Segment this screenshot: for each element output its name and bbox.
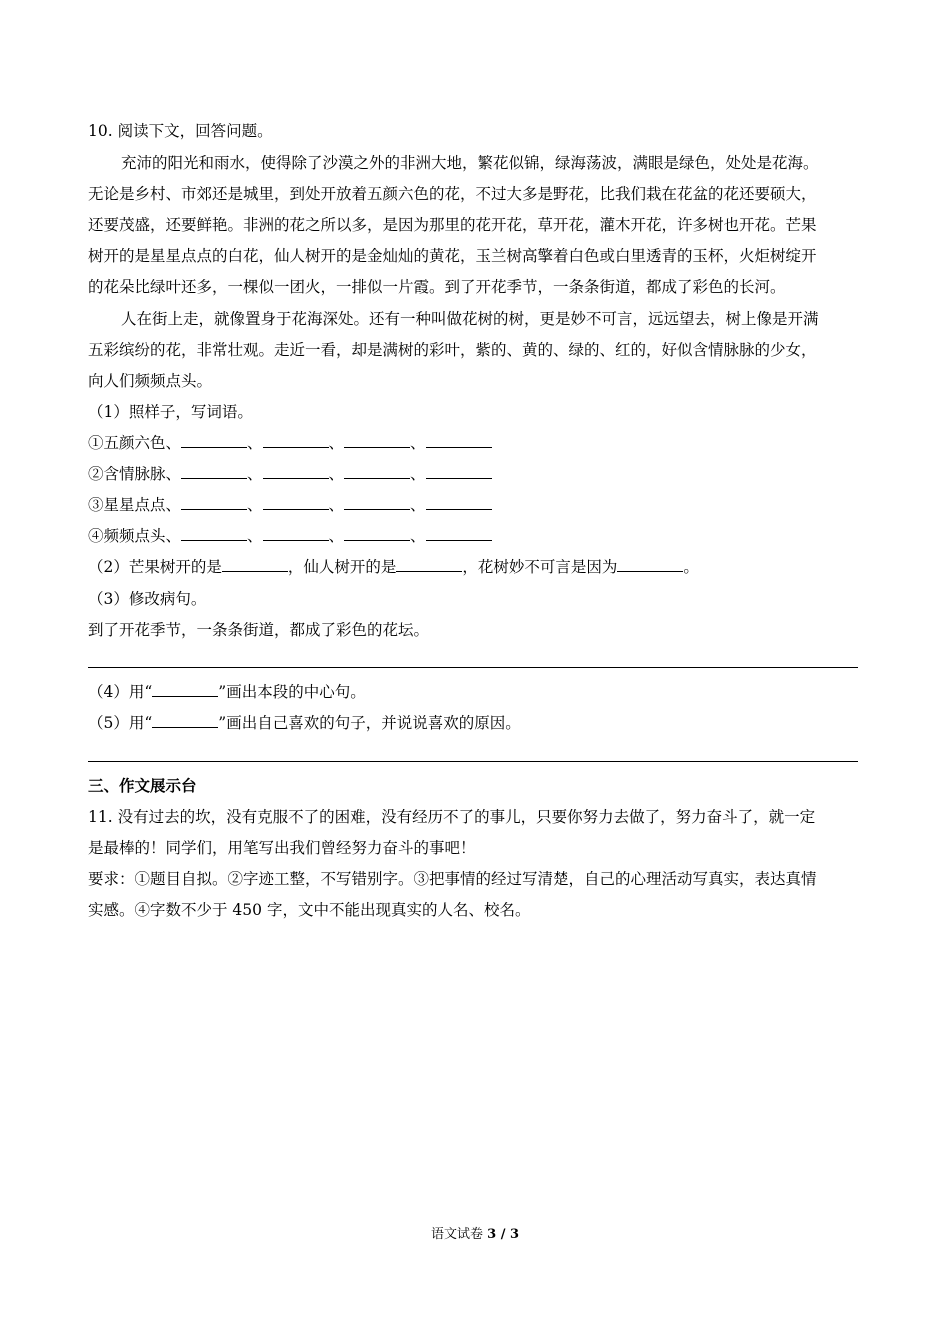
sub-question-2: （2）芒果树开的是 ，仙人树开的是 ，花树妙不可言是因为 。 bbox=[88, 558, 699, 576]
answer-blank[interactable] bbox=[263, 433, 329, 448]
answer-blank[interactable] bbox=[344, 495, 410, 510]
word-row-2: ②含情脉脉、 、 、 、 bbox=[88, 464, 863, 484]
word-row-1: ①五颜六色、 、 、 、 bbox=[88, 433, 863, 453]
answer-line[interactable] bbox=[88, 667, 858, 668]
answer-blank[interactable] bbox=[426, 526, 492, 541]
word-example-4: ④频频点头、 bbox=[88, 527, 182, 545]
passage-line-3: 还要茂盛，还要鲜艳。非洲的花之所以多，是因为那里的花开花，草开花，灌木开花，许多树也开花。芒果 bbox=[88, 216, 817, 234]
answer-blank[interactable] bbox=[426, 433, 492, 448]
word-row-3: ③星星点点、 、 、 、 bbox=[88, 495, 863, 515]
question-11-line-3: 要求：①题目自拟。②字迹工整，不写错别字。③把事情的经过写清楚，自己的心理活动写真实，表达真情 bbox=[88, 870, 817, 888]
passage-line-2: 无论是乡村、市郊还是城里，到处开放着五颜六色的花，不过大多是野花，比我们栽在花盆的花还要硕大， bbox=[88, 185, 817, 203]
sub-question-4: （4）用“ ”画出本段的中心句。 bbox=[88, 683, 366, 701]
passage-line-1: 充沛的阳光和雨水，使得除了沙漠之外的非洲大地，繁花似锦，绿海荡波，满眼是绿色，处处是花海。 bbox=[121, 154, 819, 172]
question-11-line-1: 11. 没有过去的坎，没有克服不了的困难，没有经历不了的事儿，只要你努力去做了，努力奋斗了，就一定 bbox=[88, 808, 816, 826]
question-11-line-2: 是最棒的！同学们，用笔写出我们曾经努力奋斗的事吧！ bbox=[88, 839, 476, 857]
page-number: 3 / 3 bbox=[487, 1227, 520, 1242]
answer-blank[interactable] bbox=[263, 495, 329, 510]
answer-blank[interactable] bbox=[263, 526, 329, 541]
answer-blank[interactable] bbox=[426, 464, 492, 479]
answer-blank[interactable] bbox=[344, 464, 410, 479]
footer-label: 语文试卷 bbox=[430, 1227, 483, 1242]
answer-blank[interactable] bbox=[181, 526, 247, 541]
page-footer bbox=[0, 1227, 950, 1243]
answer-blank[interactable] bbox=[181, 464, 247, 479]
passage-line-8: 向人们频频点头。 bbox=[88, 372, 213, 390]
question-11-line-4: 实感。④字数不少于 450 字，文中不能出现真实的人名、校名。 bbox=[88, 901, 531, 919]
answer-blank[interactable] bbox=[263, 464, 329, 479]
sub-question-1-title: （1）照样子，写词语。 bbox=[88, 403, 253, 421]
passage-line-7: 五彩缤纷的花，非常壮观。走近一看，却是满树的彩叶，紫的、黄的、绿的、红的，好似含情脉脉的少女， bbox=[88, 341, 817, 359]
sub-question-5: （5）用“ ”画出自己喜欢的句子，并说说喜欢的原因。 bbox=[88, 714, 521, 732]
sub-question-3-title: （3）修改病句。 bbox=[88, 590, 207, 608]
answer-blank[interactable] bbox=[222, 557, 288, 572]
answer-blank[interactable] bbox=[396, 557, 462, 572]
passage-line-6: 人在街上走，就像置身于花海深处。还有一种叫做花树的树，更是妙不可言，远远望去，树上像是开满 bbox=[121, 310, 819, 328]
answer-blank[interactable] bbox=[617, 557, 683, 572]
word-example-2: ②含情脉脉、 bbox=[88, 465, 182, 483]
word-row-4: ④频频点头、 、 、 、 bbox=[88, 526, 863, 546]
sub-question-3-sentence: 到了开花季节，一条条街道，都成了彩色的花坛。 bbox=[88, 621, 430, 639]
question-10-title: 10. 阅读下文，回答问题。 bbox=[88, 122, 273, 140]
answer-blank[interactable] bbox=[152, 713, 218, 728]
answer-blank[interactable] bbox=[344, 526, 410, 541]
answer-blank[interactable] bbox=[181, 495, 247, 510]
word-example-3: ③星星点点、 bbox=[88, 496, 182, 514]
answer-blank[interactable] bbox=[152, 682, 218, 697]
answer-blank[interactable] bbox=[426, 495, 492, 510]
passage-line-4: 树开的是星星点点的白花，仙人树开的是金灿灿的黄花，玉兰树高擎着白色或白里透青的玉杯，火炬树绽开 bbox=[88, 247, 817, 265]
answer-line[interactable] bbox=[88, 761, 858, 762]
answer-blank[interactable] bbox=[344, 433, 410, 448]
passage-line-5: 的花朵比绿叶还多，一棵似一团火，一排似一片霞。到了开花季节，一条条街道，都成了彩色的长河。 bbox=[88, 278, 786, 296]
word-example-1: ①五颜六色、 bbox=[88, 434, 182, 452]
section-3-heading: 三、作文展示台 bbox=[88, 776, 197, 795]
answer-blank[interactable] bbox=[181, 433, 247, 448]
